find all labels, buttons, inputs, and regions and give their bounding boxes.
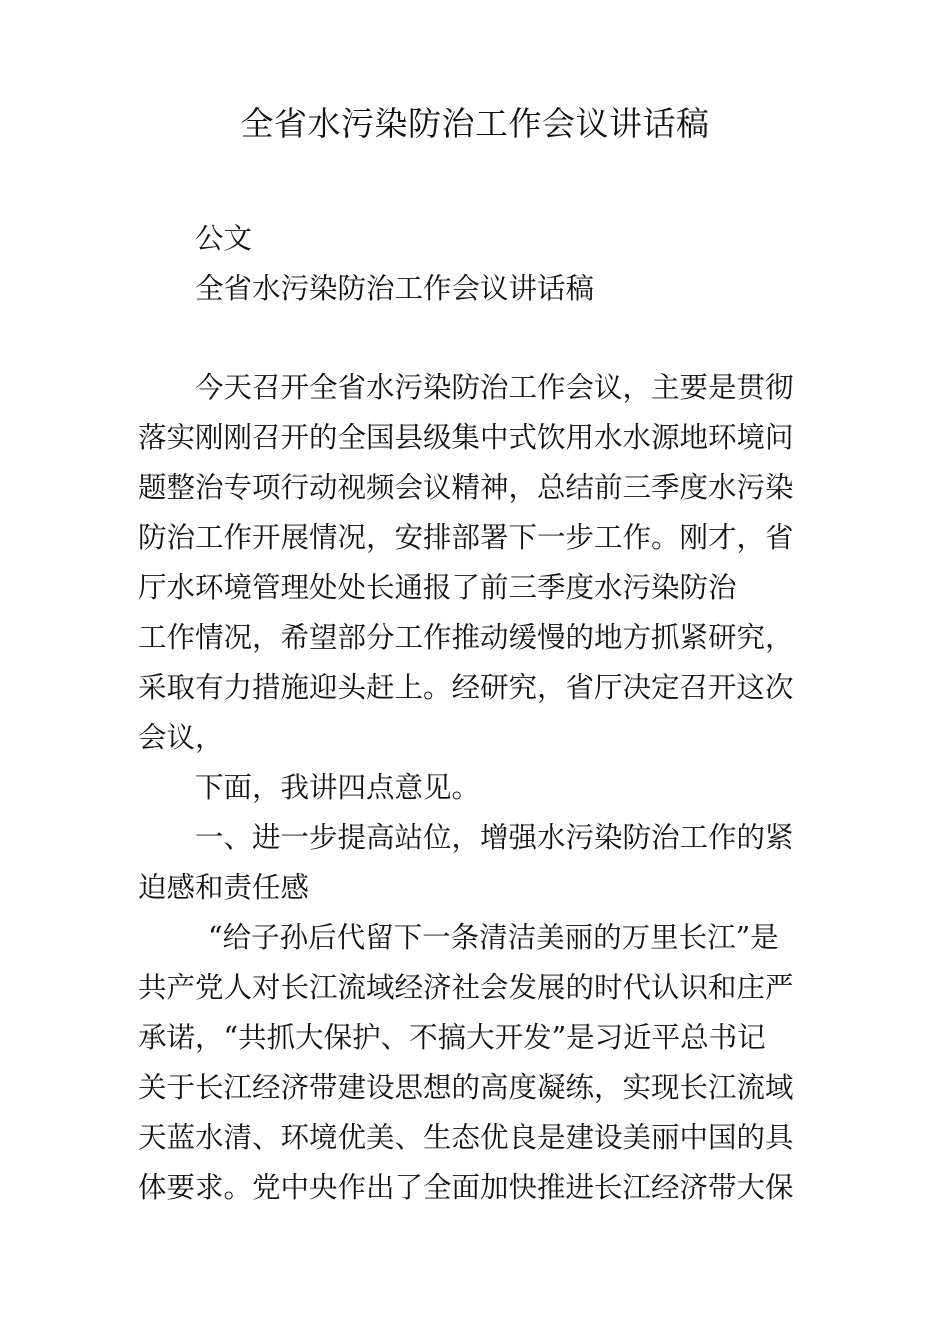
document-title: 全省水污染防治工作会议讲话稿	[240, 104, 710, 143]
paragraph-line: 共产党人对长江流域经济社会发展的时代认识和庄严	[138, 971, 794, 1004]
paragraph-line: 下面，我讲四点意见。	[195, 771, 481, 804]
section-heading-line: 迫感和责任感	[138, 871, 310, 904]
paragraph-line: 承诺，“共抓大保护、不搞大开发”是习近平总书记	[138, 1021, 766, 1054]
document-subtitle: 全省水污染防治工作会议讲话稿	[195, 272, 595, 305]
paragraph-line: “给子孙后代留下一条清洁美丽的万里长江”是	[208, 921, 779, 954]
paragraph-line: 体要求。党中央作出了全面加快推进长江经济带大保	[138, 1171, 794, 1204]
section-heading-line: 一、进一步提高站位，增强水污染防治工作的紧	[195, 821, 794, 854]
paragraph-line: 防治工作开展情况，安排部署下一步工作。刚才，省	[138, 521, 794, 554]
paragraph-line: 采取有力措施迎头赶上。经研究，省厅决定召开这次	[138, 671, 794, 704]
document-category: 公文	[195, 222, 253, 255]
paragraph-line: 会议，	[138, 721, 224, 754]
paragraph-line: 题整治专项行动视频会议精神，总结前三季度水污染	[138, 471, 794, 504]
paragraph-line: 关于长江经济带建设思想的高度凝练，实现长江流域	[138, 1071, 794, 1104]
paragraph-line: 天蓝水清、环境优美、生态优良是建设美丽中国的具	[138, 1121, 794, 1154]
paragraph-line: 落实刚刚召开的全国县级集中式饮用水水源地环境问	[138, 421, 794, 454]
paragraph-line: 今天召开全省水污染防治工作会议，主要是贯彻	[195, 371, 794, 404]
paragraph-line: 厅水环境管理处处长通报了前三季度水污染防治	[138, 571, 737, 604]
paragraph-line: 工作情况，希望部分工作推动缓慢的地方抓紧研究，	[138, 621, 794, 654]
